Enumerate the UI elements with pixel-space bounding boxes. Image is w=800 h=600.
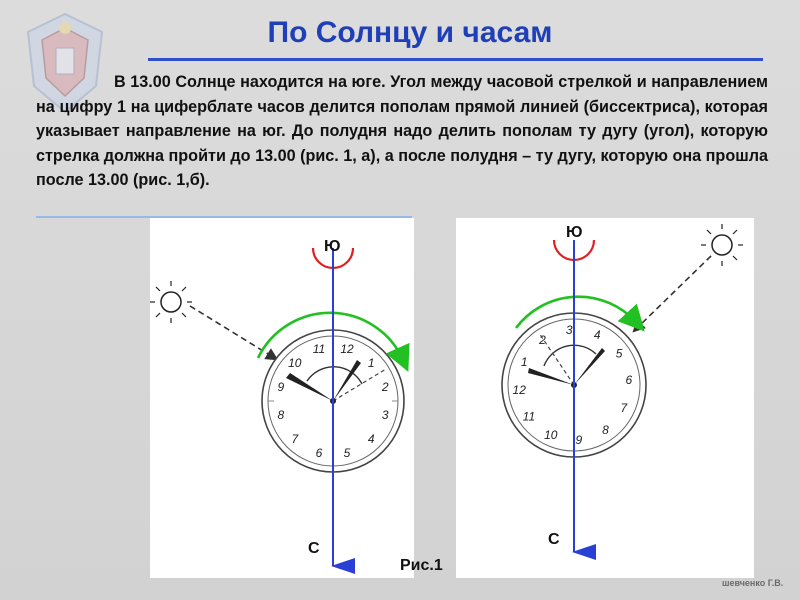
author-credit: шевченко Г.В.	[722, 578, 784, 588]
dial-number: 7	[291, 432, 299, 447]
sun-ray-line	[637, 256, 711, 328]
sun-icon	[150, 281, 192, 323]
south-label: Ю	[324, 238, 341, 255]
north-label: С	[548, 531, 560, 548]
figure-a-panel	[150, 218, 414, 578]
dial-number: 5	[615, 346, 623, 361]
title-underline	[148, 58, 763, 61]
dial-number: 11	[522, 409, 536, 424]
dial-number: 6	[315, 446, 323, 461]
dial-number: 4	[367, 432, 375, 447]
dial-number: 8	[602, 423, 609, 438]
dial-number: 12	[340, 341, 354, 356]
dial-number: 3	[381, 408, 389, 422]
dial-number: 8	[277, 408, 285, 422]
sun-ray-line	[190, 306, 273, 357]
dial-number: 1	[520, 354, 528, 369]
dial-number: 1	[367, 355, 375, 370]
dial-number: 3	[565, 323, 573, 338]
dial-number: 2	[539, 332, 546, 347]
north-label: С	[308, 540, 320, 557]
dial-number: 9	[277, 380, 285, 394]
figure-b-panel	[456, 218, 754, 578]
dial-number: 11	[312, 341, 326, 356]
dial-number: 10	[544, 427, 558, 442]
dial-number: 6	[625, 373, 633, 388]
page-title: По Солнцу и часам	[267, 16, 553, 49]
dial-number: 2	[381, 380, 389, 394]
figure-caption: Рис.1	[400, 557, 443, 574]
dial-number: 5	[343, 446, 351, 461]
explanation-paragraph: В 13.00 Солнце находится на юге. Угол между часовой стрелкой и направлением на цифру 1 на циферблате часов делится пополам прямой линией (биссектриса), которая указывает направление на юг. До полудня надо делить пополам ту дугу (угол), которую стрелка должна пройти до 13.00 (рис. 1, а), а после полудня – ту дугу, которую она прошла после 13.00 (рис. 1,б).	[36, 73, 768, 189]
south-label: Ю	[566, 224, 583, 241]
dial-number: 4	[593, 328, 601, 343]
dial-number: 9	[575, 432, 583, 447]
dial-number: 12	[512, 382, 526, 397]
dial-number: 10	[288, 355, 302, 370]
dial-number: 7	[620, 401, 628, 416]
